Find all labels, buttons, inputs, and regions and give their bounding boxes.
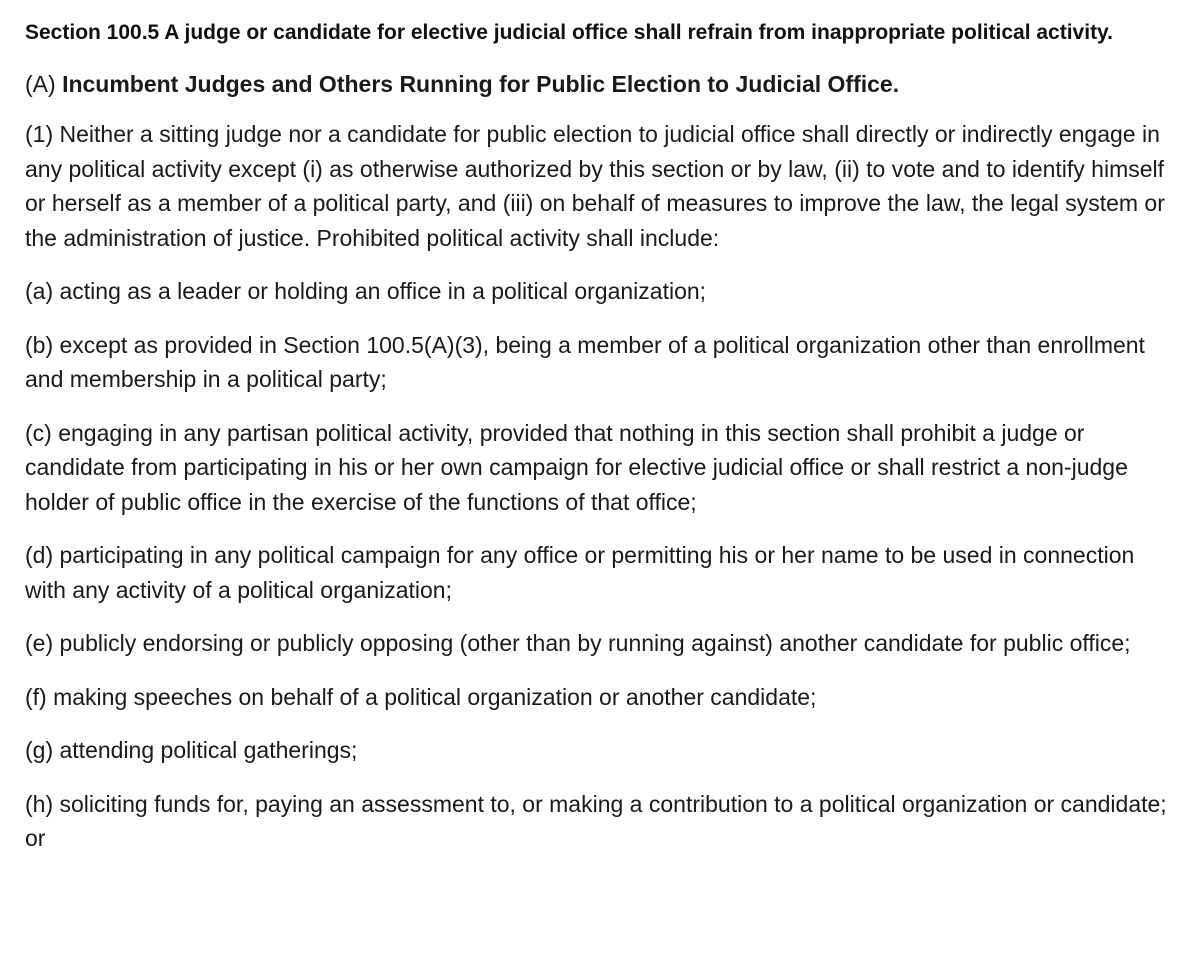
- subsection-title: Incumbent Judges and Others Running for Public Election to Judicial Office.: [62, 71, 900, 97]
- clause-d: (d) participating in any political campaign for any office or permitting his or her name to be used in connection with any activity of a political organization;: [25, 542, 1135, 603]
- subsection-marker: (A): [25, 71, 56, 97]
- clause-h: (h) soliciting funds for, paying an assessment to, or making a contribution to a political organization or candidate; or: [25, 790, 1167, 851]
- paragraph-1: (1) Neither a sitting judge nor a candidate for public election to judicial office shall directly or indirectly engage in any political activity except (i) as otherwise authorized by this section or by law, (ii) to vote and to identify himself or herself as a member of a political party, and (iii) on behalf of measures to improve the law, the legal system or the administration of justice. Prohibited political activity shall include:: [25, 121, 1165, 251]
- section-heading: Section 100.5 A judge or candidate for elective judicial office shall refrain from inappropriate political activity.: [25, 21, 1114, 44]
- clause-f: (f) making speeches on behalf of a political organization or another candidate;: [25, 683, 817, 710]
- clause-c: (c) engaging in any partisan political activity, provided that nothing in this section shall prohibit a judge or candidate from participating in his or her own campaign for elective judicial office or shall restrict a non-judge holder of public office in the exercise of the functions of that office;: [25, 419, 1128, 515]
- clause-b: (b) except as provided in Section 100.5(A)(3), being a member of a political organization other than enrollment and membership in a political party;: [25, 331, 1145, 392]
- clause-e: (e) publicly endorsing or publicly opposing (other than by running against) another candidate for public office;: [25, 630, 1131, 656]
- clause-a: (a) acting as a leader or holding an office in a political organization;: [25, 278, 707, 304]
- subsection-heading: [25, 67, 1170, 101]
- clause-g: (g) attending political gatherings;: [25, 737, 358, 763]
